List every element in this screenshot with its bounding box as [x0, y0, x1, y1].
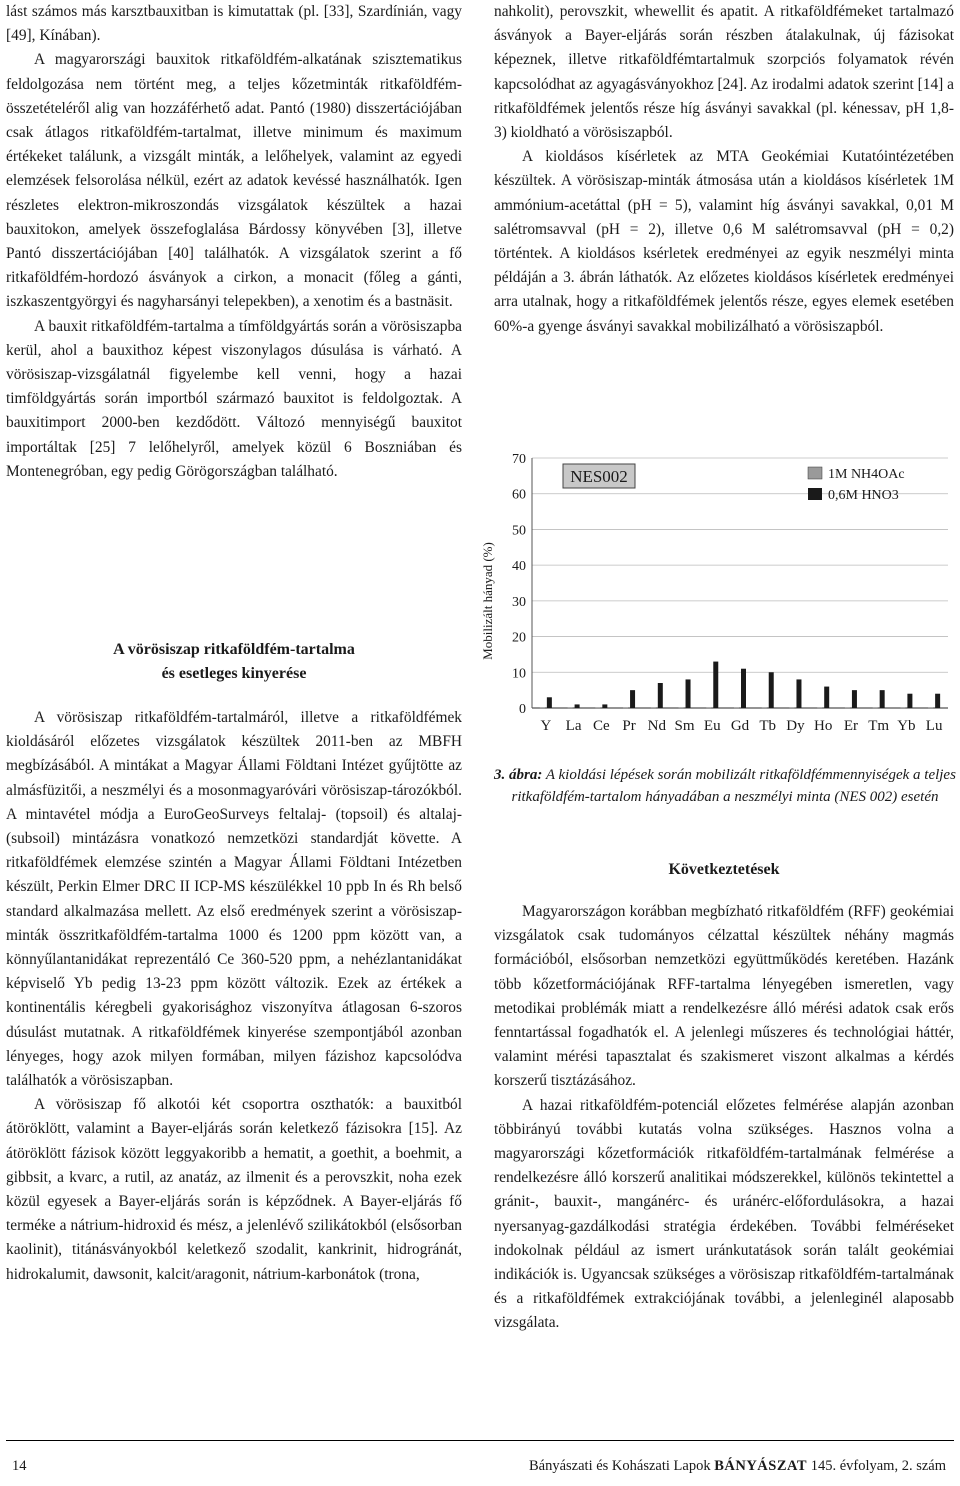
- x-tick-label: Eu: [703, 718, 721, 734]
- bar-series1-Sm: [679, 708, 684, 709]
- paragraph: A bauxit ritkaföldfém-tartalma a tímföldgyártás során a vörösiszapba kerül, ahol a bauxithoz képest viszonylagos dúsulása is várható. A vörösiszap-vizsgálatnál figyelembe kell venni, hogy a hazai timföldgyártás során importból származó bauxitot is feldolgoztak. A bauxitimport 2000-ben kezdődött. Változó mennyiségű bauxitot importáltak [25] 7 lelőhelyről, amelyek közül 6 Boszniában és Montenegróban, egy pedig Görögországban található.: [6, 317, 462, 480]
- bar-series1-Lu: [928, 708, 933, 709]
- bar-series1-Ce: [595, 708, 600, 709]
- bar-series1-Gd: [734, 708, 739, 709]
- journal-section: BÁNYÁSZAT: [714, 1458, 808, 1474]
- bar-series2-Y: [547, 697, 552, 708]
- figure-3-chart: [480, 446, 954, 746]
- caption-text: A kioldási lépések során mobilizált ritkaföldfémmennyiségek a teljes ritkaföldfém-tartalom hányadában a neszmélyi minta (NES 002) esetén: [511, 767, 956, 805]
- left-bottom-text: [6, 706, 462, 1287]
- bar-series1-Pr: [623, 708, 628, 709]
- x-tick-label: La: [565, 718, 582, 734]
- y-axis-label: Mobilizált hányad (%): [480, 542, 495, 660]
- x-tick-label: Y: [540, 718, 552, 734]
- paragraph: lást számos más karsztbauxitban is kimutattak (pl. [33], Szardínián, vagy [49], Kínában).: [6, 3, 462, 45]
- legend-label-series1: 1M NH4OAc: [828, 467, 905, 482]
- chart-title: NES002: [570, 467, 628, 486]
- bar-series2-Tb: [769, 672, 774, 708]
- figure-caption: [490, 764, 960, 808]
- bar-series2-Yb: [907, 694, 912, 708]
- paragraph: A vörösiszap fő alkotói két csoportra oszthatók: a bauxitból átöröklött, valamint a Bayer-eljárás során keletkező fázisokra [15]. Az átöröklött fázisok között leggyakoribb a hematit, a goethit, a boehmit, a gibbsit, a kvarc, a rutil, az anatáz, az ilmenit és a perovszkit, noha ezek közül egyesek a Bayer-eljárás során is képződnek. A Bayer-eljárás fő terméke a nátrium-hidroxid és mész, a jelenlévő szilikátokból (elsősorban kaolinit), titánásványokból keletkező szodalit, kankrinit, hidrogránát, hidrokalumit, dawsonit, kalcit/aragonit, nátrium-karbonátok (trona,: [6, 1096, 462, 1283]
- section-heading-red-mud: [6, 638, 462, 686]
- bar-series2-Eu: [713, 662, 718, 708]
- paragraph: A kioldásos kísérletek az MTA Geokémiai Kutatóintézetében készültek. A vörösiszap-minták átmosása után a kioldásos kísérletek 1M ammónium-acetáttal (pH = 5), valamint híg ásványi savakkal, 0,01 M salétromsavval (pH = 2), illetve 0,6 M salétromsavval (pH = 0,2) történtek. A kioldásos ksérletek eredményei az egyik neszmélyi minta példáján a 3. ábrán láthatók. Az előzetes kioldásos kísérletek eredményei arra utalnak, hogy a ritkaföldfémek jelentős része, egyes elemek esetében 60%-a gyenge ásványi savakkal mobilizálható a vörösiszapból.: [494, 148, 954, 335]
- x-tick-label: Sm: [674, 718, 695, 734]
- right-column: [494, 0, 954, 339]
- journal-issue: 145. évfolyam, 2. szám: [810, 1458, 946, 1474]
- x-tick-label: Gd: [730, 718, 750, 734]
- y-tick-label: 0: [519, 702, 526, 717]
- section-heading-line: A vörösiszap ritkaföldfém-tartalma: [113, 641, 355, 658]
- bar-series1-La: [568, 708, 573, 709]
- right-column-bottom: [494, 858, 954, 1336]
- paragraph: A vörösiszap ritkaföldfém-tartalmáról, illetve a ritkaföldfémek kioldásáról előzetes vizsgálatok készültek 2011-ben az MBFH megbízásából. A mintákat a Magyar Állami Földtani Intézet gyűjtötte az almásfüzitői, a neszmélyi és a mosonmagyaróvári vörösiszap-tározókból. A mintavétel módja a EuroGeoSurveys feltalaj- (topsoil) és altalaj- (subsoil) mintázásra vonatkozó nemzetközi standardját követte. A ritkaföldfémek elemzése szintén a Magyar Állami Földtani Intézetben készült, Perkin Elmer DRC II ICP-MS készülékkel 10 ppb In és Rh belső standard alkalmazása mellett. Az első eredmények szerint a vörösiszap-minták összritkaföldfém-tartalma 1000 és 1200 ppm között van, a könnyűlantanidákat reprezentáló Ce 360-520 ppm, a nehézlantanidákat képviselő Yb pedig 13-23 ppm között változik. Ezek az értékek a kontinentális kéregbeli gyakorisághoz viszonyítva átlagosan 6-szoros dúsulást mutatnak. A ritkaföldfémek kinyerése szempontjából azonban lényeges, hogy azok milyen formában, milyen fázishoz kapcsolódva találhatók a vörösiszapban.: [6, 709, 462, 1090]
- x-tick-label: Lu: [925, 718, 943, 734]
- left-top-text: [6, 0, 462, 484]
- left-column: [6, 0, 462, 1283]
- bar-series2-Tm: [880, 690, 885, 708]
- bar-series2-Nd: [658, 683, 663, 708]
- bar-series2-Ho: [824, 687, 829, 708]
- bar-series1-Dy: [789, 708, 794, 709]
- bar-series2-Dy: [796, 679, 801, 708]
- x-tick-label: Pr: [622, 718, 636, 734]
- x-tick-label: Yb: [897, 718, 916, 734]
- journal-footer: [529, 1458, 946, 1475]
- y-tick-label: 10: [512, 666, 526, 682]
- journal-name: Bányászati és Kohászati Lapok: [528, 1458, 711, 1474]
- x-tick-label: Ho: [814, 718, 833, 734]
- bar-series2-Pr: [630, 690, 635, 708]
- legend-label-series2: 0,6M HNO3: [828, 488, 899, 503]
- y-tick-label: 40: [512, 559, 526, 575]
- paragraph: A magyarországi bauxitok ritkaföldfém-alkatának szisztematikus feldolgozása nem történt meg, a teljes kőzetminták ritkaföldfém-összetételéről alig van hozzáférhető adat. Pantó (1980) disszertációjában csak átlagos ritkaföldfém-tartalmat, illetve minimum és maximum értékeket találunk, a vizsgált minták, a lelőhelyek, valamint az egyedi elemzések felsorolása nélkül, ezért az adatok kevéssé használhatók. Igen részletes elektron-mikroszondás vizsgálatok készültek a hazai bauxitokon, amelyek összefoglalása Bárdossy könyvében [3], illetve Pantó disszertációjában [40] találhatók. A vizsgálatok szerint a fő ritkaföldfém-hordozó ásványok a cirkon, a monacit (főleg a gánti, iszkaszentgyörgyi és nagyharsányi telepekben), a xenotim és a bastnäsit.: [6, 51, 462, 311]
- bar-series2-Sm: [686, 679, 691, 708]
- x-tick-label: Tm: [868, 718, 890, 734]
- bar-series2-Ce: [602, 704, 607, 708]
- bar-series1-Er: [845, 708, 850, 709]
- bar-chart: [480, 446, 954, 746]
- x-tick-label: Tb: [759, 718, 777, 734]
- x-tick-label: Er: [843, 718, 859, 734]
- bar-series2-Gd: [741, 669, 746, 708]
- y-tick-label: 50: [512, 523, 526, 539]
- section-heading-conclusions: Következtetések: [668, 861, 780, 878]
- caption-label: 3. ábra:: [494, 767, 543, 783]
- x-tick-label: Dy: [786, 718, 805, 734]
- y-tick-label: 30: [512, 594, 526, 610]
- bar-series1-Tb: [762, 708, 767, 709]
- section-heading-line: és esetleges kinyerése: [161, 665, 307, 682]
- bar-series2-Er: [852, 690, 857, 708]
- x-tick-label: Ce: [592, 718, 610, 734]
- bar-series1-Yb: [900, 708, 905, 709]
- bar-series1-Y: [540, 708, 545, 709]
- paragraph: A hazai ritkaföldfém-potenciál előzetes felmérése alapján azonban többirányú további kutatás volna szükséges. Hasznos volna a magyarországi kőzetformációk ritkaföldfém-tartalmának felmérése a rendelkezésre álló korszerű analitikai módszerekkel, különös tekintettel a gránit-, bauxit-, mangánérc- és uránérc-előfordulásokra, a hazai nyersanyag-gazdálkodási stratégia érdekében. További felméréseket indokolnak például az ismert uránkutatások során talált geokémiai indikációk is. Ugyancsak szükséges a vörösiszap ritkaföldfém-tartalmának és a ritkaföldfémek extrakciójának további, a jelenleginél alaposabb vizsgálata.: [494, 1096, 954, 1332]
- y-tick-label: 60: [512, 487, 526, 503]
- paragraph: nahkolit), perovszkit, whewellit és apatit. A ritkaföldfémeket tartalmazó ásványok a Bayer-eljárás során részben átalakulnak, új fázisokat képeznek, illetve ritkaföldfémtartalmuk szorpciós folyamatok révén kapcsolódhat az agyagásványokhoz [24]. Az irodalmi adatok szerint [14] a ritkaföldfémek jelentős része híg ásványi savakkal (pl. kénessav, pH 1,8-3) kioldható a vörösiszapból.: [494, 3, 954, 142]
- footer-rule: [6, 1440, 954, 1441]
- y-tick-label: 70: [512, 452, 526, 467]
- bar-series1-Eu: [706, 708, 711, 709]
- bar-series1-Nd: [651, 708, 656, 709]
- legend: [808, 467, 905, 503]
- page-number: 14: [12, 1458, 27, 1474]
- y-tick-label: 20: [512, 630, 526, 646]
- x-tick-label: Nd: [647, 718, 666, 734]
- legend-swatch-series1: [808, 467, 822, 479]
- paragraph: Magyarországon korábban megbízható ritkaföldfém (RFF) geokémiai vizsgálatok csak tudományos célzattal készültek néhány magmás formációból, elsősorban nemzetközi együttműködés keretében. Hazánk több kőzetformációjának RFF-tartalma lényegében ismeretlen, vagy metodikai problémák miatt a rendelkezésre álló mérési adatok csak erős fenntartással fogadhatók el. A jelenlegi műszeres és technológiai háttér, valamint mérési tapasztalat és szakismeret viszont alkalmas a kérdés korszerű tisztázásához.: [494, 903, 954, 1090]
- bar-series2-La: [575, 704, 580, 708]
- bar-series1-Tm: [873, 708, 878, 709]
- bar-series2-Lu: [935, 694, 940, 708]
- legend-swatch-series2: [808, 488, 822, 500]
- bar-series1-Ho: [817, 708, 822, 709]
